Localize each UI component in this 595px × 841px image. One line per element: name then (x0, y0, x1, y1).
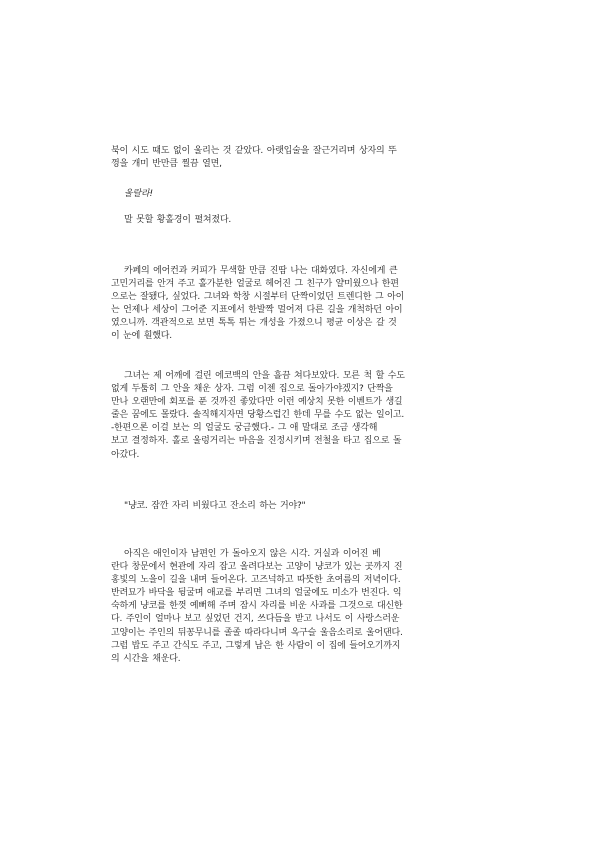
text-line: 으로는 잘됐다, 싶었다. 그녀와 학창 시절부터 단짝이었던 트렌디한 그 아이 (111, 292, 405, 303)
paragraph-5 (111, 548, 487, 666)
text-line: 껑을 개미 반만큼 찔끔 열면, (111, 159, 222, 170)
paragraph-3 (111, 265, 487, 344)
text-line: 보고 결정하자. 홀로 울렁거리는 마음을 진정시키며 전철을 타고 집으로 돌 (111, 436, 402, 447)
paragraph-4 (111, 370, 487, 462)
text-line: 없게 두툼히 그 안을 채운 상자. 그럼 이젠 집으로 돌아가야겠지? 단짝을 (111, 384, 393, 395)
text-line: 숙하게 냥코를 한껏 예뻐해 주며 잠시 자리를 비운 사과를 그것으로 대신한 (111, 601, 403, 612)
text-line: 아갔다. (111, 449, 140, 460)
text-line: 고양이는 주인의 뒤꽁무니를 졸졸 따라다니며 옥구슬 울음소리로 울어댄다. (111, 627, 403, 638)
text-line: 고민거리를 안겨 주고 홀가분한 얼굴로 헤어진 그 친구가 얄미웠으나 한편 (111, 279, 399, 290)
text-line: 홍빛의 노을이 길을 내며 들어온다. 고즈넉하고 따뜻한 초여름의 저녁이다. (111, 575, 401, 586)
text-line: -한편으론 이걸 보는 의 얼굴도 궁금했다.- 그 애 말대로 조금 생각해 (111, 423, 378, 434)
text-line: 아직은 애인이자 남편인 가 돌아오지 않은 시각. 거실과 이어진 베 (124, 549, 381, 559)
paragraph-2: 말 못할 황홀경이 펼쳐졌다. (124, 215, 232, 225)
exclamation: 울랄라! (124, 189, 153, 199)
dialogue-quote: "냥코. 잠깐 자리 비웠다고 잔소리 하는 거야?" (124, 501, 306, 511)
text-line: 의 시간을 채운다. (111, 653, 181, 664)
text-line: 반려묘가 바닥을 뒹굴며 애교를 부리면 그녀의 얼굴에도 미소가 번진다. 익 (111, 588, 402, 599)
text-line: 란다 창문에서 현관에 자리 잡고 올려다보는 고양이 냥코가 있는 곳까지 진 (111, 562, 403, 573)
paragraph-1 (111, 145, 487, 171)
text-line: 였으니까. 객관적으로 보면 톡톡 튀는 개성을 가졌으니 평균 이상은 갈 것 (111, 318, 397, 329)
text-line: 카페의 에어컨과 커피가 무색할 만큼 진땀 나는 대화였다. 자신에게 큰 (124, 266, 398, 276)
text-line: 다. 주인이 얼마나 보고 싶었던 건지, 쓰다듬을 받고 나서도 이 사랑스러운 (111, 614, 400, 625)
text-line: 이 눈에 훤했다. (111, 331, 172, 342)
text-line: 북이 시도 때도 없이 울리는 것 같았다. 아랫입술을 잘근거리며 상자의 뚜 (111, 146, 397, 156)
text-line: 는 언제나 세상이 그어준 지표에서 한발짝 멀어져 다른 길을 개척하던 아이 (111, 305, 403, 316)
text-line: 그럼 밥도 주고 간식도 주고, 그렇게 남은 한 사람이 이 집에 들어오기까지 (111, 640, 401, 651)
text-line: 줄은 꿈에도 몰랐다. 솔직해지자면 당황스럽긴 한데 무를 수도 없는 일이고. (111, 410, 405, 421)
text-line: 그녀는 제 어깨에 걸린 에코백의 안을 흘끔 쳐다보았다. 모른 척 할 수도 (124, 371, 405, 381)
text-line: 만나 오랜만에 회포를 푼 것까진 좋았다만 이런 예상치 못한 이벤트가 생길 (111, 397, 403, 408)
